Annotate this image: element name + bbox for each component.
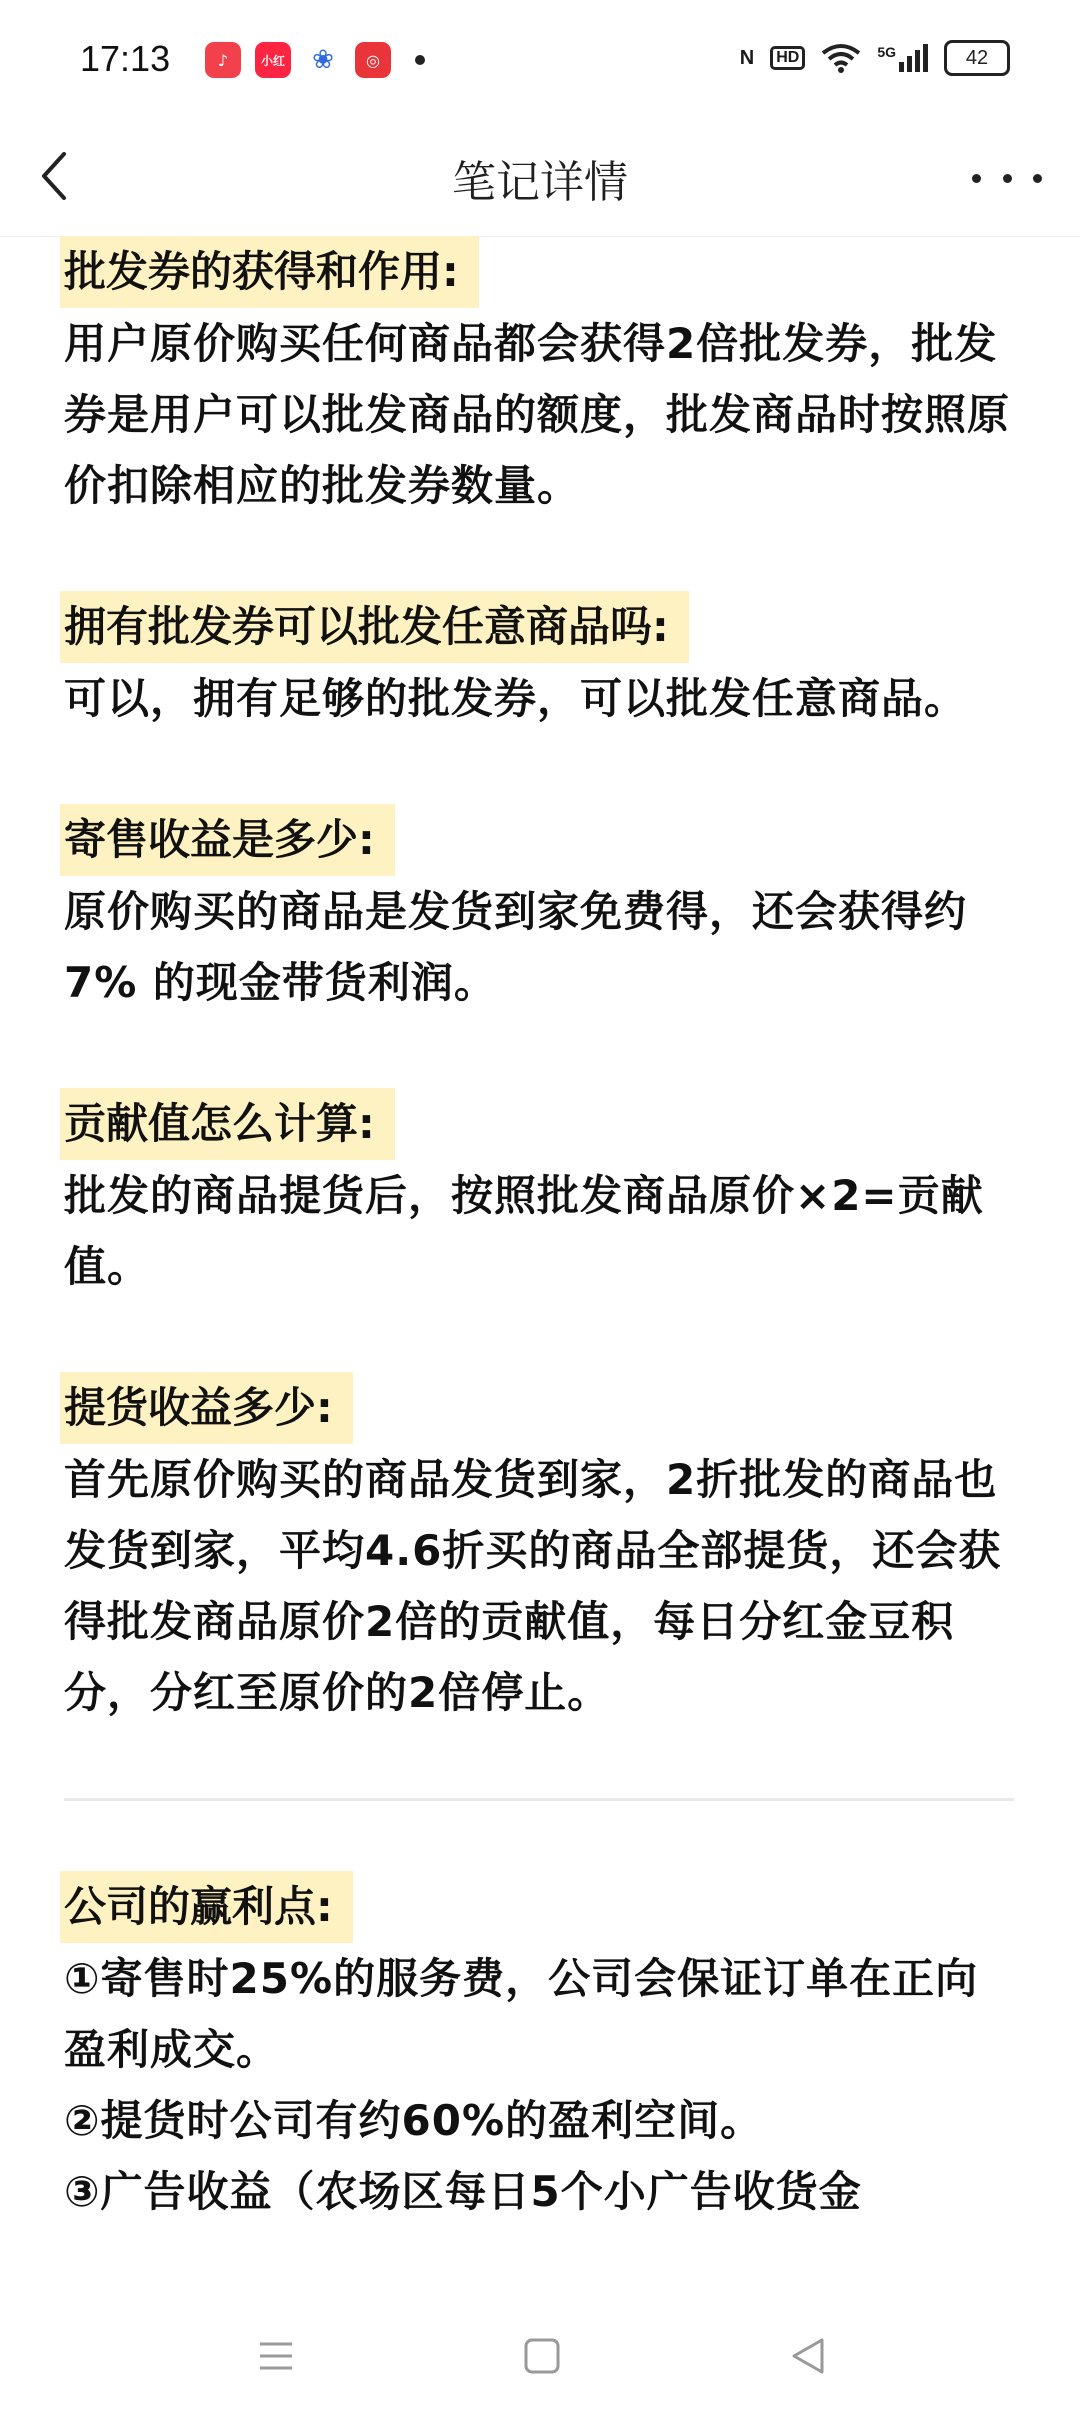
status-bar — [0, 0, 1080, 120]
note-section — [64, 236, 1014, 521]
note-section — [64, 804, 1014, 1018]
page-title: 笔记详情 — [452, 157, 628, 208]
section-heading: 贡献值怎么计算: — [60, 1088, 395, 1160]
status-time: 17:13 — [80, 38, 171, 79]
battery-icon — [944, 40, 1010, 76]
divider — [64, 1798, 1014, 1801]
hd-icon: HD — [770, 46, 805, 70]
section-heading: 公司的赢利点: — [60, 1871, 353, 1943]
section-body: 用户原价购买任何商品都会获得2倍批发券，批发券是用户可以批发商品的额度，批发商品时按照原价扣除相应的批发券数量。 — [64, 319, 1011, 510]
profit-line: ③广告收益（农场区每日5个小广告收货金 — [64, 2167, 862, 2216]
menu-button[interactable] — [256, 2336, 296, 2380]
network-type: 5G — [877, 44, 896, 60]
home-button[interactable] — [522, 2336, 562, 2380]
section-heading: 提货收益多少: — [60, 1372, 353, 1444]
wifi-icon — [821, 43, 861, 73]
note-section — [64, 1088, 1014, 1302]
more-options-button[interactable] — [972, 160, 1042, 196]
nav-bar — [0, 120, 1080, 237]
more-dot-icon — [972, 174, 981, 183]
menu-icon — [256, 2336, 296, 2376]
section-heading: 批发券的获得和作用: — [60, 236, 479, 308]
xiaohongshu-app-icon: 小红 — [255, 42, 291, 78]
note-section — [64, 591, 1014, 734]
section-body: 批发的商品提货后，按照批发商品原价×2=贡献值。 — [64, 1171, 984, 1291]
more-dot-icon — [1033, 174, 1042, 183]
baidu-app-icon: ❀ — [305, 42, 341, 78]
music-app-icon: ♪ — [205, 42, 241, 78]
profit-section — [64, 1871, 1014, 2227]
profit-line: ①寄售时25%的服务费，公司会保证订单在正向盈利成交。 — [64, 1954, 979, 2074]
system-icons — [740, 40, 1010, 76]
back-triangle-icon — [788, 2336, 828, 2376]
note-section — [64, 1372, 1014, 1728]
system-nav-bar — [0, 2312, 1080, 2412]
section-body: 原价购买的商品是发货到家免费得，还会获得约7% 的现金带货利润。 — [64, 887, 968, 1007]
more-dot-icon — [1003, 174, 1012, 183]
shopping-app-icon: ◎ — [355, 42, 391, 78]
section-body: 首先原价购买的商品发货到家，2折批发的商品也发货到家，平均4.6折买的商品全部提货，还会获得批发商品原价2倍的贡献值，每日分红金豆积分，分红至原价的2倍停止。 — [64, 1455, 1002, 1717]
note-content — [64, 236, 1014, 2227]
battery-level: 42 — [965, 46, 989, 69]
section-heading: 寄售收益是多少: — [60, 804, 395, 876]
home-square-icon — [522, 2336, 562, 2376]
cellular-signal-icon — [877, 44, 928, 72]
more-notifications-dot — [415, 55, 425, 65]
section-body: 可以，拥有足够的批发券，可以批发任意商品。 — [64, 674, 968, 723]
notification-icons — [205, 42, 425, 78]
nfc-icon: N — [739, 46, 755, 69]
system-back-button[interactable] — [788, 2336, 828, 2380]
profit-line: ②提货时公司有约60%的盈利空间。 — [64, 2096, 764, 2145]
section-heading: 拥有批发券可以批发任意商品吗: — [60, 591, 689, 663]
